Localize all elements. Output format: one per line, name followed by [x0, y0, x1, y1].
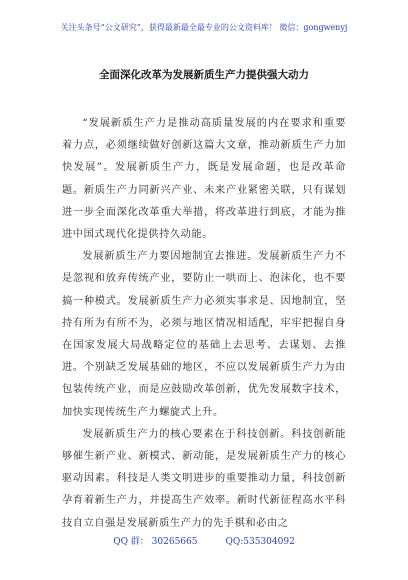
paragraph-2: 发展新质生产力要因地制宜去推进。发展新质生产力不是忽视和放弃传统产业，要防止一哄而上、泡沫化，也不要搞一种模式。发展新质生产力必须实事求是、因地制宜，坚持有所为有所不为，必须与地区情况相适配，牢牢把握自身在国家发展大局战略定位的基础上去思考、去谋划、去推进。个别缺乏发展基础的地区，不应以发展新质生产力为由包装传统产业，而是应鼓励改革创新，优先发展数字技术，加快实现传统生产力螺旋式上升。	[62, 251, 346, 418]
footer-qq-group: QQ 群： 30265665	[113, 537, 198, 547]
footer-qq: QQ:535304092	[225, 537, 295, 547]
header-promo-note: 关注头条号“公文研究”，获得最新最全最专业的公文资料库！ 微信：gongwenyj	[60, 23, 348, 32]
footer-contact	[0, 534, 408, 547]
document-body	[62, 113, 346, 535]
page-title: 全面深化改革为发展新质生产力提供强大动力	[99, 69, 309, 81]
paragraph-1: “发展新质生产力是推动高质量发展的内在要求和重要着力点，必须继续做好创新这篇大文章，推动新质生产力加快发展”。发展新质生产力，既是发展命题，也是改革命题。新质生产力同新兴产业、未来产业紧密关联，只有谋划进一步全面深化改革重大举措，将改革进行到底，才能为推进中国式现代化提供持久动能。	[62, 118, 346, 241]
paragraph-3: 发展新质生产力的核心要素在于科技创新。科技创新能够催生新产业、新模式、新动能，是发展新质生产力的核心驱动因素。科技是人类文明进步的重要推动力量，科技创新孕育着新生产力，并提高生产效率。新时代新征程高水平科技自立自强是发展新质生产力的先手棋和必由之	[62, 428, 346, 529]
